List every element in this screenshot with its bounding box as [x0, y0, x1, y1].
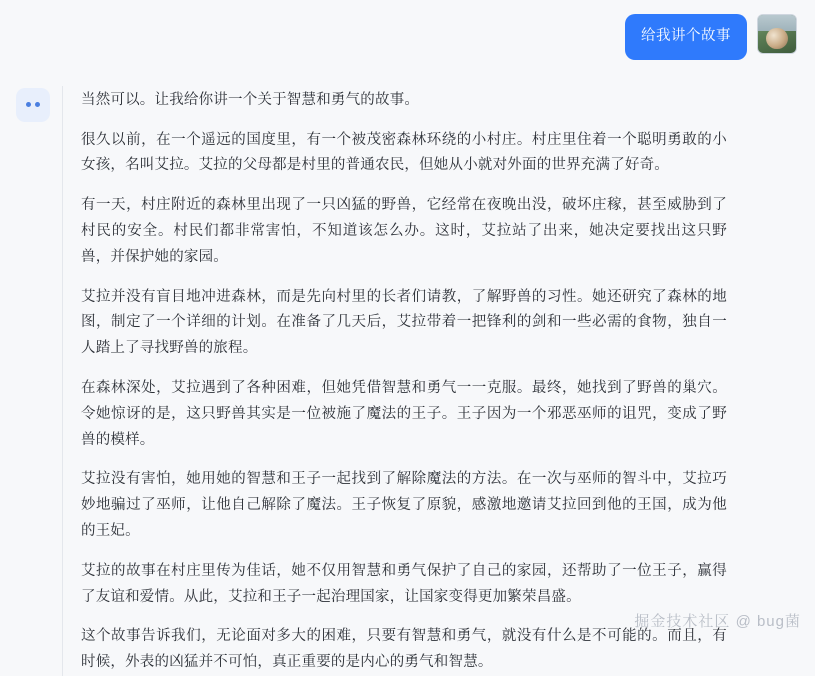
- assistant-paragraph: 艾拉的故事在村庄里传为佳话，她不仅用智慧和勇气保护了自己的家园，还帮助了一位王子，赢得了友谊和爱情。从此，艾拉和王子一起治理国家，让国家变得更加繁荣昌盛。: [81, 562, 727, 605]
- assistant-paragraph: 在森林深处，艾拉遇到了各种困难，但她凭借智慧和勇气一一克服。最终，她找到了野兽的巢穴。令她惊讶的是，这只野兽其实是一位被施了魔法的王子。王子因为一个邪恶巫师的诅咒，变成了野兽的模样。: [81, 379, 727, 448]
- assistant-paragraph: 这个故事告诉我们，无论面对多大的困难，只要有智慧和勇气，就没有什么是不可能的。而且，有时候，外表的凶猛并不可怕，真正重要的是内心的勇气和智慧。: [81, 628, 727, 671]
- avatar-dot-left: [26, 102, 31, 107]
- assistant-paragraph: 有一天，村庄附近的森林里出现了一只凶猛的野兽，它经常在夜晚出没，破坏庄稼，甚至威胁到了村民的安全。村民们都非常害怕，不知道该怎么办。这时，艾拉站了出来，她决定要找出这只野兽，并保护她的家园。: [81, 197, 727, 265]
- assistant-paragraph: 当然可以。让我给你讲一个关于智慧和勇气的故事。: [81, 91, 420, 108]
- assistant-paragraph: 艾拉并没有盲目地冲进森林，而是先向村里的长者们请教，了解野兽的习性。她还研究了森林的地图，制定了一个详细的计划。在准备了几天后，艾拉带着一把锋利的剑和一些必需的食物，独自一人踏上了寻找野兽的旅程。: [81, 288, 727, 357]
- watermark: 掘金技术社区 @ bug菌: [634, 613, 801, 630]
- assistant-message-body: [62, 86, 727, 676]
- assistant-message-row: [16, 86, 799, 676]
- user-avatar[interactable]: [757, 14, 797, 54]
- assistant-avatar-icon: [16, 88, 50, 122]
- avatar-dot-right: [35, 102, 40, 107]
- assistant-paragraph: 很久以前，在一个遥远的国度里，有一个被茂密森林环绕的小村庄。村庄里住着一个聪明勇敢的小女孩，名叫艾拉。艾拉的父母都是村里的普通农民，但她从小就对外面的世界充满了好奇。: [81, 131, 727, 174]
- assistant-paragraph: 艾拉没有害怕，她用她的智慧和王子一起找到了解除魔法的方法。在一次与巫师的智斗中，艾拉巧妙地骗过了巫师，让他自己解除了魔法。王子恢复了原貌，感激地邀请艾拉回到他的王国，成为他的王妃。: [81, 471, 727, 539]
- user-message-row: [16, 14, 799, 60]
- user-message-bubble: 给我讲个故事: [625, 14, 747, 60]
